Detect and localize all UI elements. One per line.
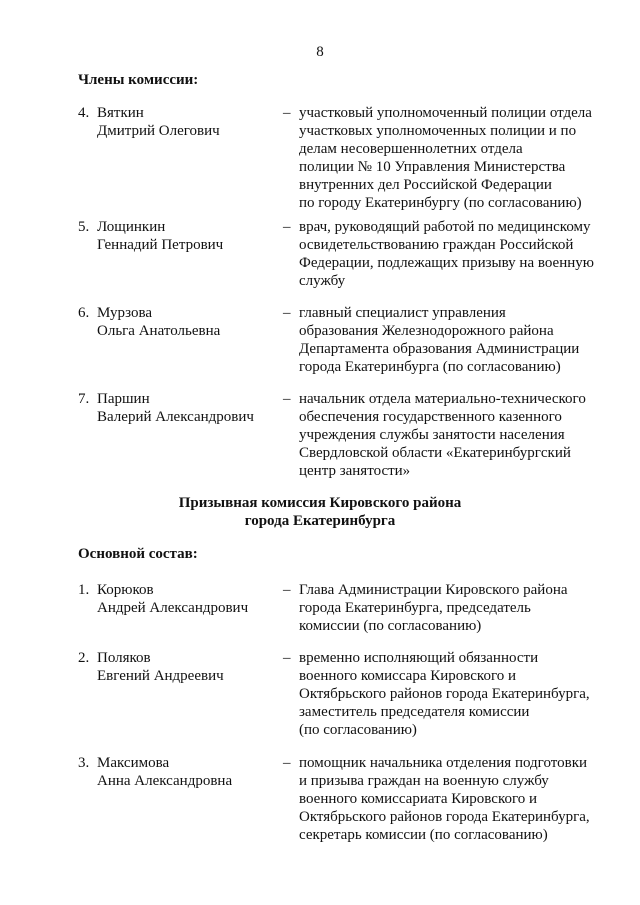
person-given-names: Евгений Андреевич — [97, 668, 224, 684]
entry-dash: – — [283, 105, 291, 121]
description-line: и призыва граждан на военную службу — [299, 773, 549, 789]
commission-title-line: Призывная комиссия Кировского района — [178, 495, 462, 511]
person-surname: Мурзова — [97, 305, 153, 321]
description-line: главный специалист управления — [299, 305, 506, 321]
person-surname: Паршин — [97, 391, 150, 407]
person-name — [97, 104, 277, 140]
person-surname: Вяткин — [97, 105, 144, 121]
description-line: Департамента образования Администрации — [299, 341, 580, 357]
entry-number: 3. — [78, 755, 90, 771]
entry-number: 5. — [78, 219, 90, 235]
entry-number: 6. — [78, 305, 90, 321]
description-line: участковых уполномоченных полиции и по — [299, 123, 577, 139]
description-line: комиссии (по согласованию) — [299, 618, 482, 634]
description-line: службу — [299, 273, 346, 289]
commission-title-line: города Екатеринбурга — [244, 513, 396, 529]
person-name — [97, 390, 277, 426]
description-line: Октябрьского районов города Екатеринбурга, — [299, 686, 590, 702]
description-line: полиции № 10 Управления Министерства — [299, 159, 566, 175]
position-description — [299, 218, 609, 290]
description-line: заместитель председателя комиссии — [299, 704, 530, 720]
person-surname: Максимова — [97, 755, 170, 771]
description-line: центр занятости» — [299, 463, 411, 479]
description-line: делам несовершеннолетних отдела — [299, 141, 523, 157]
description-line: освидетельствованию граждан Российской — [299, 237, 574, 253]
description-line: Глава Администрации Кировского района — [299, 582, 568, 598]
person-given-names: Валерий Александрович — [97, 409, 254, 425]
description-line: военного комиссариата Кировского и — [299, 791, 538, 807]
members-heading: Члены комиссии: — [78, 72, 199, 88]
description-line: Свердловской области «Екатеринбургский — [299, 445, 571, 461]
position-description — [299, 390, 609, 480]
page-number: 8 — [316, 44, 324, 60]
position-description — [299, 104, 609, 212]
description-line: военного комиссара Кировского и — [299, 668, 516, 684]
position-description — [299, 754, 609, 844]
person-given-names: Анна Александровна — [97, 773, 233, 789]
entry-dash: – — [283, 305, 291, 321]
person-name — [97, 754, 277, 790]
entry-dash: – — [283, 219, 291, 235]
person-surname: Лощинкин — [97, 219, 166, 235]
person-name — [97, 218, 277, 254]
description-line: образования Железнодорожного района — [299, 323, 554, 339]
description-line: обеспечения государственного казенного — [299, 409, 562, 425]
entry-dash: – — [283, 650, 291, 666]
description-line: внутренних дел Российской Федерации — [299, 177, 552, 193]
person-given-names: Геннадий Петрович — [97, 237, 224, 253]
description-line: помощник начальника отделения подготовки — [299, 755, 588, 771]
description-line: секретарь комиссии (по согласованию) — [299, 827, 548, 843]
description-line: учреждения службы занятости населения — [299, 427, 565, 443]
description-line: временно исполняющий обязанности — [299, 650, 539, 666]
entry-dash: – — [283, 391, 291, 407]
person-surname: Корюков — [97, 582, 154, 598]
description-line: Федерации, подлежащих призыву на военную — [299, 255, 594, 271]
description-line: города Екатеринбурга, председатель — [299, 600, 531, 616]
description-line: участковый уполномоченный полиции отдела — [299, 105, 592, 121]
entry-dash: – — [283, 582, 291, 598]
description-line: врач, руководящий работой по медицинскому — [299, 219, 591, 235]
person-name — [97, 649, 277, 685]
person-given-names: Ольга Анатольевна — [97, 323, 221, 339]
entry-number: 2. — [78, 650, 90, 666]
person-surname: Поляков — [97, 650, 151, 666]
entry-number: 4. — [78, 105, 90, 121]
position-description — [299, 304, 609, 376]
main-composition-heading: Основной состав: — [78, 546, 198, 562]
description-line: (по согласованию) — [299, 722, 417, 738]
person-name — [97, 304, 277, 340]
person-given-names: Андрей Александрович — [97, 600, 249, 616]
entry-number: 1. — [78, 582, 90, 598]
entry-dash: – — [283, 755, 291, 771]
person-name — [97, 581, 277, 617]
position-description — [299, 649, 609, 739]
entry-number: 7. — [78, 391, 90, 407]
description-line: города Екатеринбурга (по согласованию) — [299, 359, 561, 375]
description-line: начальник отдела материально-технического — [299, 391, 586, 407]
description-line: по городу Екатеринбургу (по согласованию) — [299, 195, 582, 211]
person-given-names: Дмитрий Олегович — [97, 123, 220, 139]
description-line: Октябрьского районов города Екатеринбурга, — [299, 809, 590, 825]
commission-title — [0, 494, 640, 530]
position-description — [299, 581, 609, 635]
